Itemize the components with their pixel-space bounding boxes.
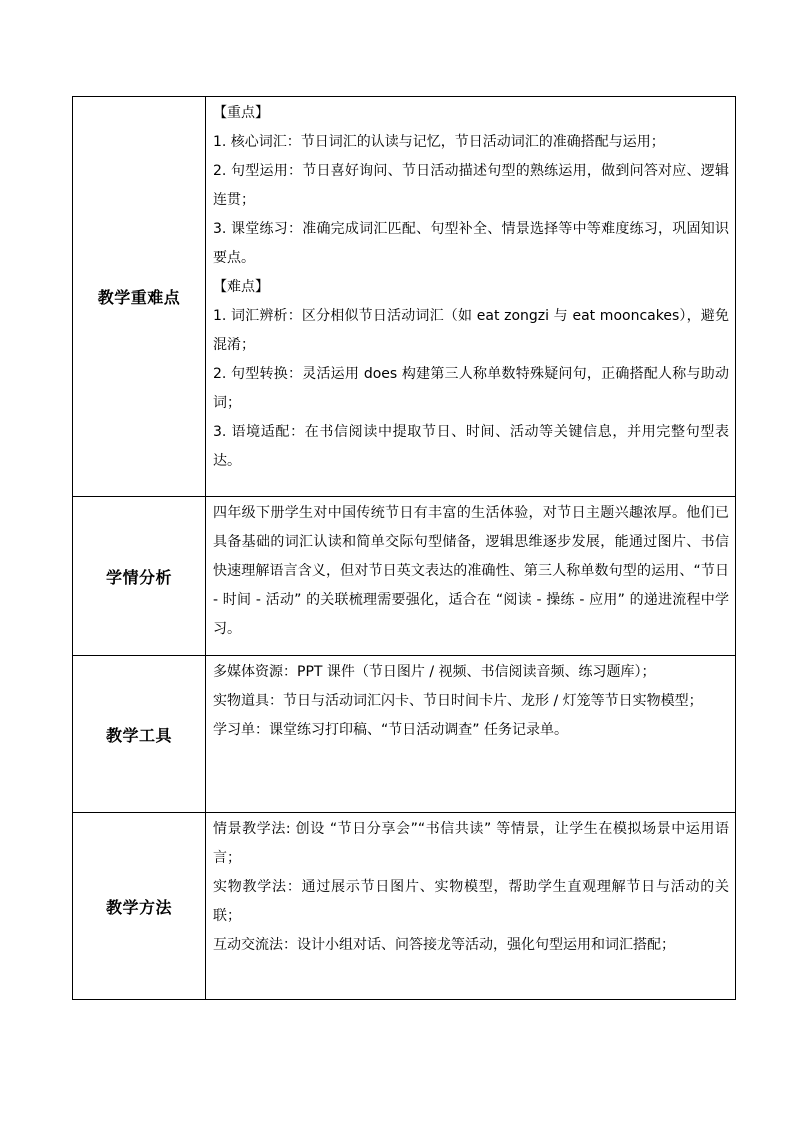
section-heading-key-points: 【重点】 [213,105,269,121]
paragraph: 3. 课堂练习：准确完成词汇匹配、句型补全、情景选择等中等难度练习，巩固知识要点。 [213,221,729,266]
row-label-key-difficult-points: 教学重难点 [73,97,206,497]
paragraph: 1. 核心词汇：节日词汇的认读与记忆，节日活动词汇的准确搭配与运用； [213,134,665,150]
paragraph: 多媒体资源：PPT 课件（节日图片 / 视频、书信阅读音频、练习题库）； [213,664,656,680]
lesson-plan-table [72,96,736,1000]
section-heading-difficult-points: 【难点】 [213,279,269,295]
row-content-teaching-tools [206,656,736,813]
row-label-learner-analysis: 学情分析 [73,497,206,656]
table-row [73,497,736,656]
row-label-teaching-methods: 教学方法 [73,813,206,1000]
row-content-key-difficult-points [206,97,736,497]
paragraph: 3. 语境适配：在书信阅读中提取节日、时间、活动等关键信息，并用完整句型表达。 [213,424,729,469]
row-content-teaching-methods [206,813,736,1000]
paragraph: 情景教学法: 创设 “节日分享会”“书信共读” 等情景，让学生在模拟场景中运用语言； [213,821,729,866]
paragraph: 互动交流法：设计小组对话、问答接龙等活动，强化句型运用和词汇搭配； [213,937,675,953]
table-row [73,813,736,1000]
table-row [73,656,736,813]
paragraph: 1. 词汇辨析：区分相似节日活动词汇（如 eat zongzi 与 eat mooncakes），避免混淆； [213,308,729,353]
paragraph: 2. 句型转换：灵活运用 does 构建第三人称单数特殊疑问句，正确搭配人称与助动词； [213,366,729,411]
paragraph: 实物道具：节日与活动词汇闪卡、节日时间卡片、龙形 / 灯笼等节日实物模型； [213,693,703,709]
row-content-learner-analysis [206,497,736,656]
row-label-teaching-tools: 教学工具 [73,656,206,813]
paragraph: 实物教学法：通过展示节日图片、实物模型，帮助学生直观理解节日与活动的关联； [213,879,729,924]
paragraph: 四年级下册学生对中国传统节日有丰富的生活体验，对节日主题兴趣浓厚。他们已具备基础的词汇认读和简单交际句型储备，逻辑思维逐步发展，能通过图片、书信快速理解语言含义，但对节日英文表达的准确性、第三人称单数句型的运用、“节日 - 时间 - 活动” 的关联梳理需要强化，适合在 “阅读 - 操练 - 应用” 的递进流程中学习。 [213,505,729,637]
table-row [73,97,736,497]
paragraph: 2. 句型运用：节日喜好询问、节日活动描述句型的熟练运用，做到问答对应、逻辑连贯； [213,163,729,208]
paragraph: 学习单：课堂练习打印稿、“节日活动调查” 任务记录单。 [213,722,568,738]
